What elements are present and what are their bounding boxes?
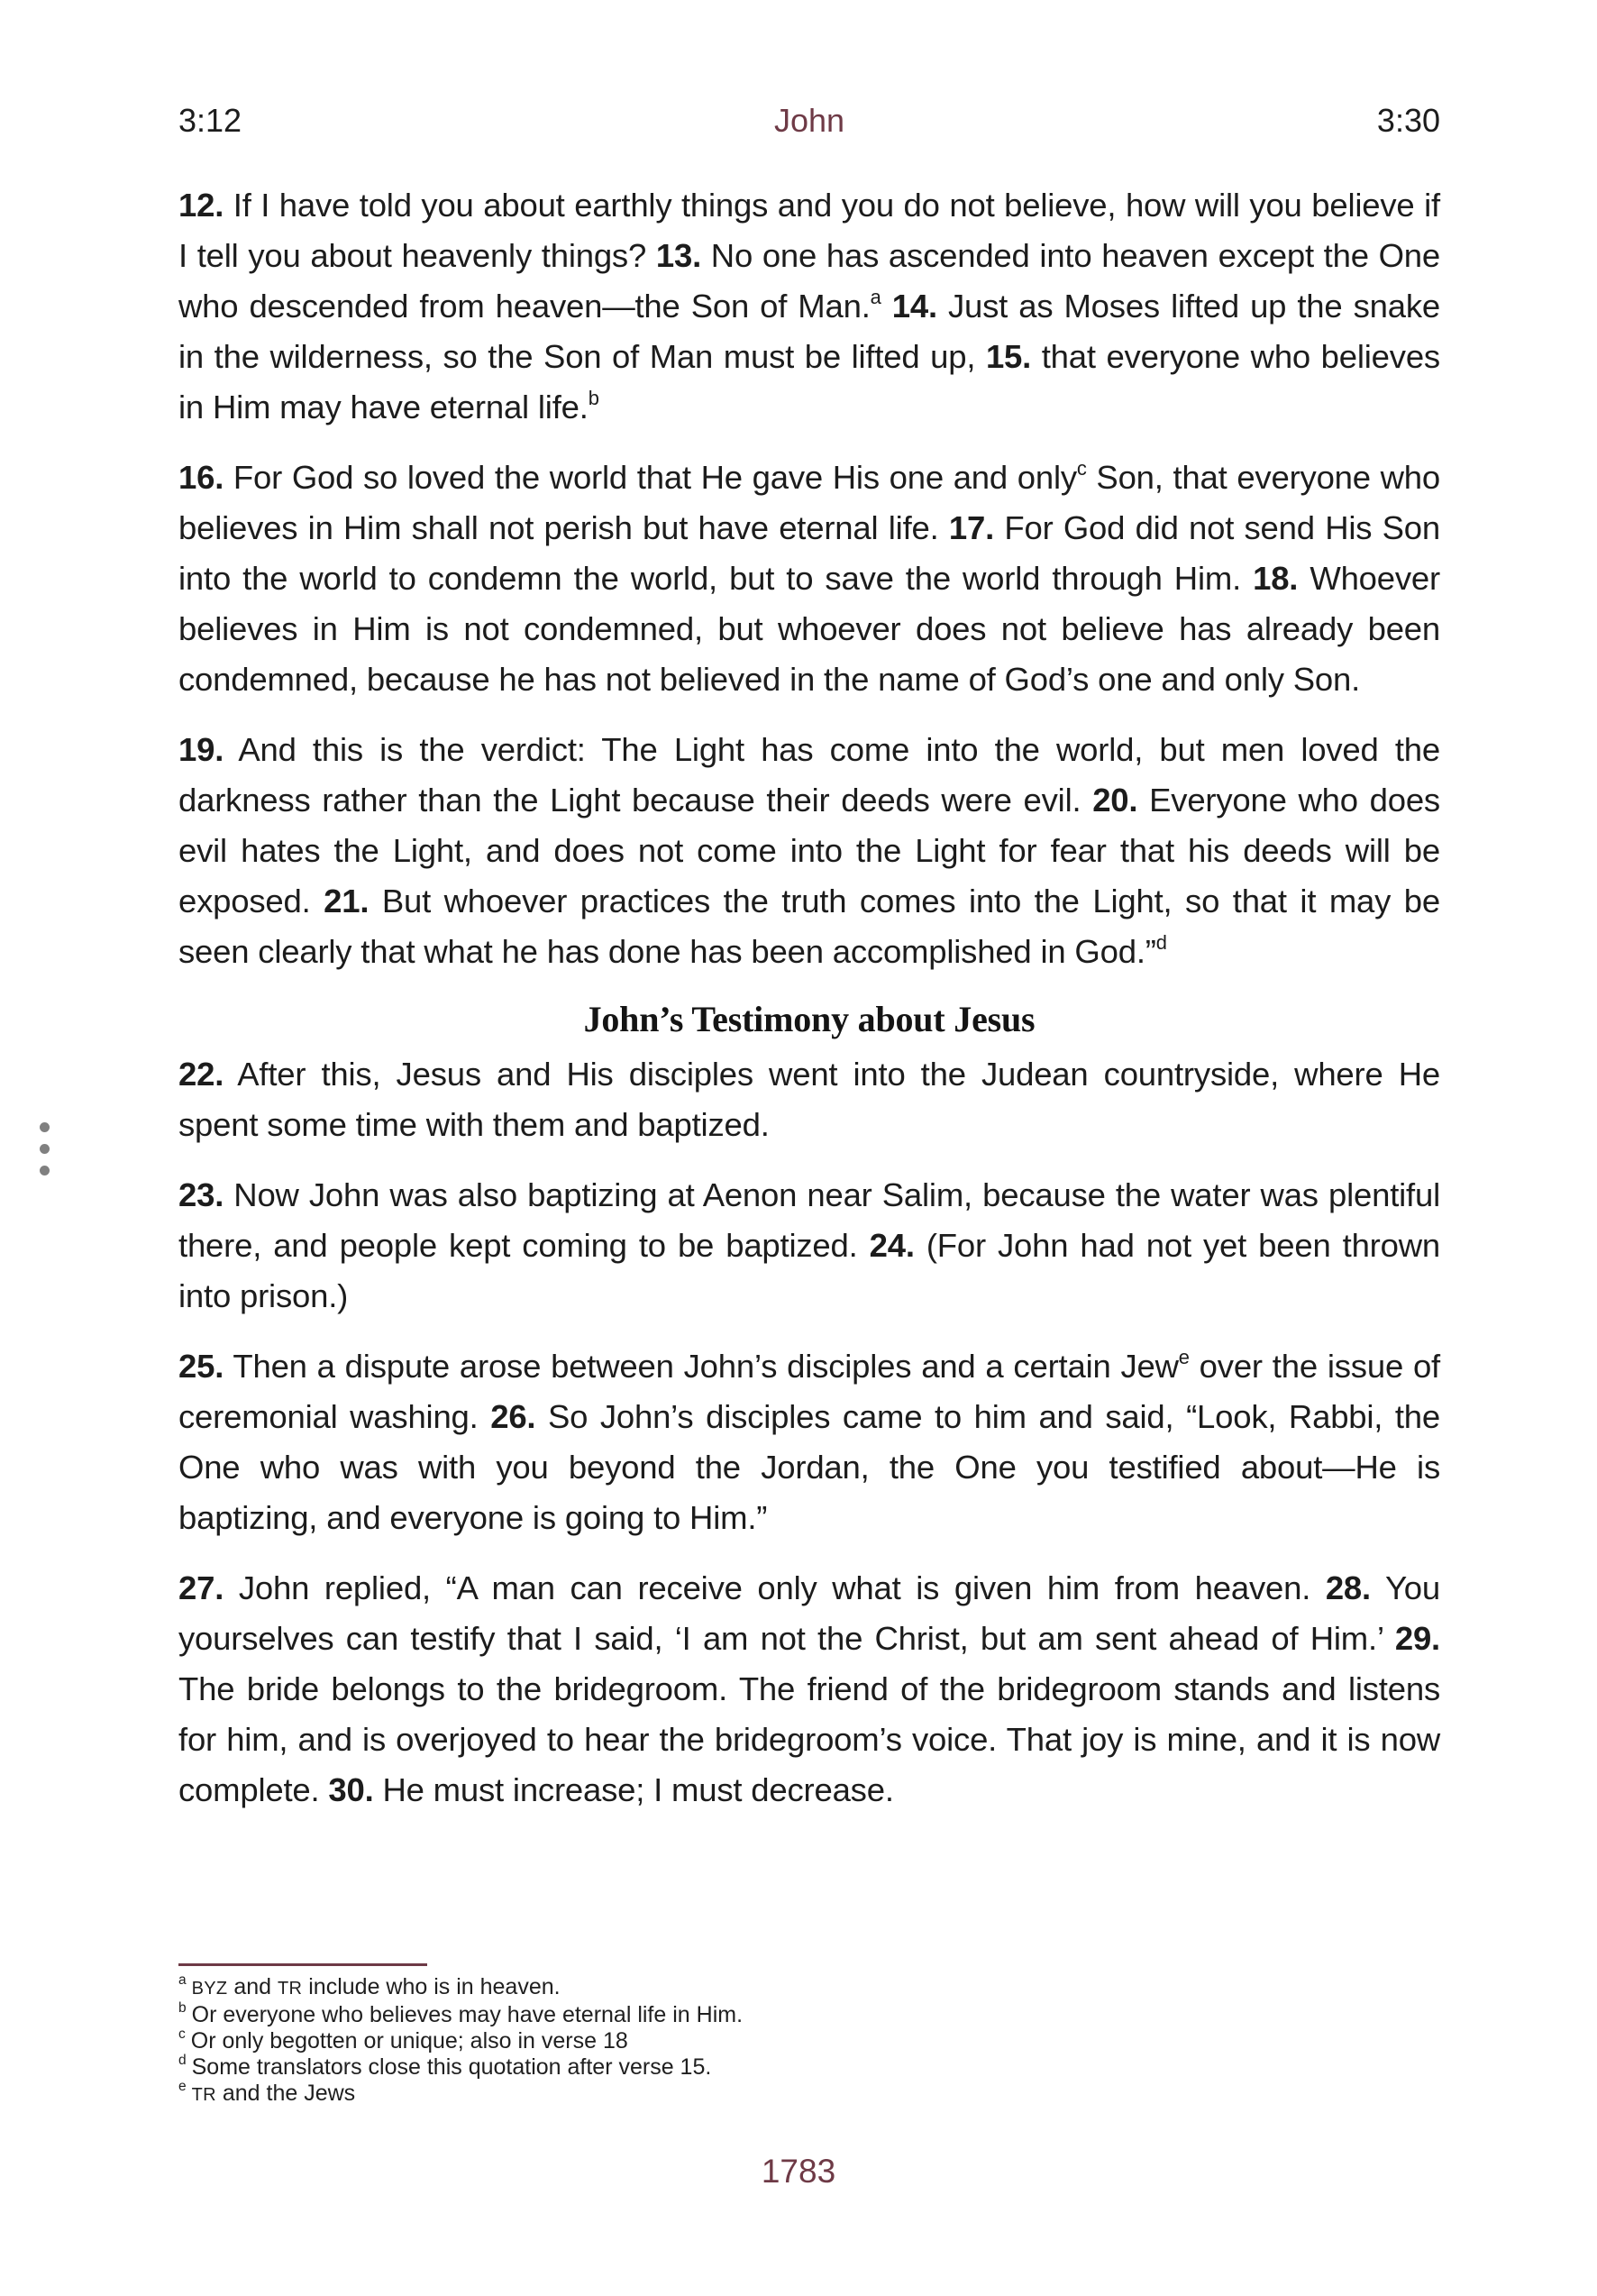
kebab-dots-icon[interactable]: [40, 1122, 50, 1175]
manuscript-abbreviation: TR: [191, 2085, 216, 2105]
verse-text: For God so loved the world that He gave His one and only: [224, 459, 1077, 496]
verse-text: Then a dispute arose between John’s disciples and a certain Jew: [224, 1348, 1179, 1385]
verse-paragraph: [178, 1170, 1440, 1322]
verse-number: 27.: [178, 1569, 224, 1606]
footnotes-section: [178, 1963, 1440, 2108]
verse-text: and: [227, 1974, 278, 1999]
footnote-marker[interactable]: c: [1076, 457, 1087, 480]
footnote-letter: a: [178, 1972, 187, 1989]
manuscript-abbreviation: TR: [278, 1979, 303, 1999]
verse-text: over the issue of ceremonial washing.: [178, 1348, 1440, 1435]
verse-number: 28.: [1325, 1569, 1371, 1606]
verse-number: 24.: [869, 1227, 915, 1264]
verse-paragraph: [178, 180, 1440, 433]
verse-paragraph: [178, 453, 1440, 705]
verse-number: 30.: [328, 1771, 374, 1808]
footnote-marker[interactable]: d: [1155, 931, 1167, 955]
verse-text: Whoever believes in Him is not condemned, but whoever does not believe has already been condemned, because he has not believed in the name of God’s one and only Son.: [178, 560, 1440, 698]
footnote: [178, 2054, 1440, 2081]
verse-text: No one has ascended into heaven except the One who descended from heaven—the Son of Man.: [178, 237, 1440, 325]
footnote-marker[interactable]: e: [1178, 1346, 1190, 1369]
verse-text: But whoever practices the truth comes into the Light, so that it may be seen clearly that what he has done has been accomplished in God.”: [178, 883, 1440, 970]
header-book-title: John: [773, 102, 845, 139]
verse-text: The bride belongs to the bridegroom. The friend of the bridegroom stands and listens for him, and is overjoyed to hear the bridegroom’s voice. That joy is mine, and it is now complete.: [178, 1670, 1440, 1808]
verse-text: For God did not send His Son into the world to condemn the world, but to save the world through Him.: [178, 509, 1440, 597]
verse-number: 18.: [1253, 560, 1299, 597]
dot: [40, 1166, 50, 1175]
verse-text: He must increase; I must decrease.: [373, 1771, 894, 1808]
verse-number: 22.: [178, 1056, 224, 1093]
verse-number: 17.: [948, 509, 995, 546]
verse-text: Or everyone who believes may have eternal life in Him.: [191, 2002, 744, 2027]
verse-text: After this, Jesus and His disciples went into the Judean countryside, where He spent some time with them and baptized.: [178, 1056, 1440, 1143]
verse-number: 16.: [178, 459, 224, 496]
footnote-letter: b: [178, 2000, 187, 2017]
section-heading: John’s Testimony about Jesus: [583, 999, 1036, 1039]
verse-text: and the Jews: [215, 2081, 356, 2106]
footnote-marker[interactable]: b: [588, 387, 599, 410]
header-start-reference: 3:12: [178, 102, 242, 139]
verse-text: So John’s disciples came to him and said, “Look, Rabbi, the One who was with you beyond the Jordan, the One you testified about—He is baptizing, and everyone is going to Him.”: [178, 1398, 1440, 1536]
footnote-divider: [178, 1963, 427, 1966]
running-header: [178, 101, 1440, 141]
verse-paragraph: [178, 725, 1440, 977]
verse-paragraph: [178, 1563, 1440, 1816]
verse-text: (For John had not yet been thrown into prison.): [178, 1227, 1440, 1314]
verse-number: 12.: [178, 187, 224, 224]
footnote: [178, 2028, 1440, 2054]
verse-number: 29.: [1394, 1620, 1440, 1657]
footnote: [178, 1974, 1440, 2002]
verse-paragraph: [178, 1049, 1440, 1150]
verse-number: 25.: [178, 1348, 224, 1385]
verse-number: 21.: [324, 883, 370, 919]
verse-text: Everyone who does evil hates the Light, and does not come into the Light for fear that his deeds will be exposed.: [178, 782, 1440, 919]
dot: [40, 1122, 50, 1132]
footnote-marker[interactable]: a: [870, 286, 881, 309]
dot: [40, 1144, 50, 1154]
footnote-list: [178, 1974, 1440, 2108]
verse-number: 26.: [490, 1398, 536, 1435]
footnote-letter: d: [178, 2053, 187, 2069]
verse-number: 14.: [891, 288, 937, 325]
footnote: [178, 2081, 1440, 2108]
verse-text: Son, that everyone who believes in Him shall not perish but have eternal life.: [178, 459, 1440, 546]
footnote-letter: e: [178, 2079, 187, 2095]
verse-text: Just as Moses lifted up the snake in the wilderness, so the Son of Man must be lifted up,: [178, 288, 1440, 375]
footnote: [178, 2002, 1440, 2028]
header-end-reference: 3:30: [1376, 102, 1440, 139]
verse-text: Or only begotten or unique; also in verse 18: [190, 2028, 628, 2054]
verse-text: [881, 288, 892, 325]
verse-number: 19.: [178, 731, 224, 768]
verse-text: You yourselves can testify that I said, ‘I am not the Christ, but am sent ahead of Him.’: [178, 1569, 1440, 1657]
verse-text: John replied, “A man can receive only what is given him from heaven.: [224, 1569, 1326, 1606]
verse-paragraph: [178, 1341, 1440, 1543]
verse-text: If I have told you about earthly things and you do not believe, how will you believe if I tell you about heavenly things?: [178, 187, 1440, 274]
page-number: 1783: [761, 2153, 836, 2190]
verse-text: include who is in heaven.: [302, 1974, 561, 1999]
verse-text: And this is the verdict: The Light has come into the world, but men loved the darkness rather than the Light because their deeds were evil.: [178, 731, 1440, 819]
verse-number: 20.: [1092, 782, 1138, 819]
verse-text: Some translators close this quotation after verse 15.: [191, 2054, 712, 2080]
verse-number: 15.: [985, 338, 1032, 375]
verse-text: that everyone who believes in Him may have eternal life.: [178, 338, 1440, 425]
verse-text: Now John was also baptizing at Aenon near Salim, because the water was plentiful there, and people kept coming to be baptized.: [178, 1176, 1440, 1264]
footnote-letter: c: [178, 2026, 186, 2043]
scripture-body: [178, 180, 1440, 1835]
verse-number: 23.: [178, 1176, 224, 1213]
manuscript-abbreviation: BYZ: [191, 1979, 228, 1999]
verse-number: 13.: [655, 237, 702, 274]
